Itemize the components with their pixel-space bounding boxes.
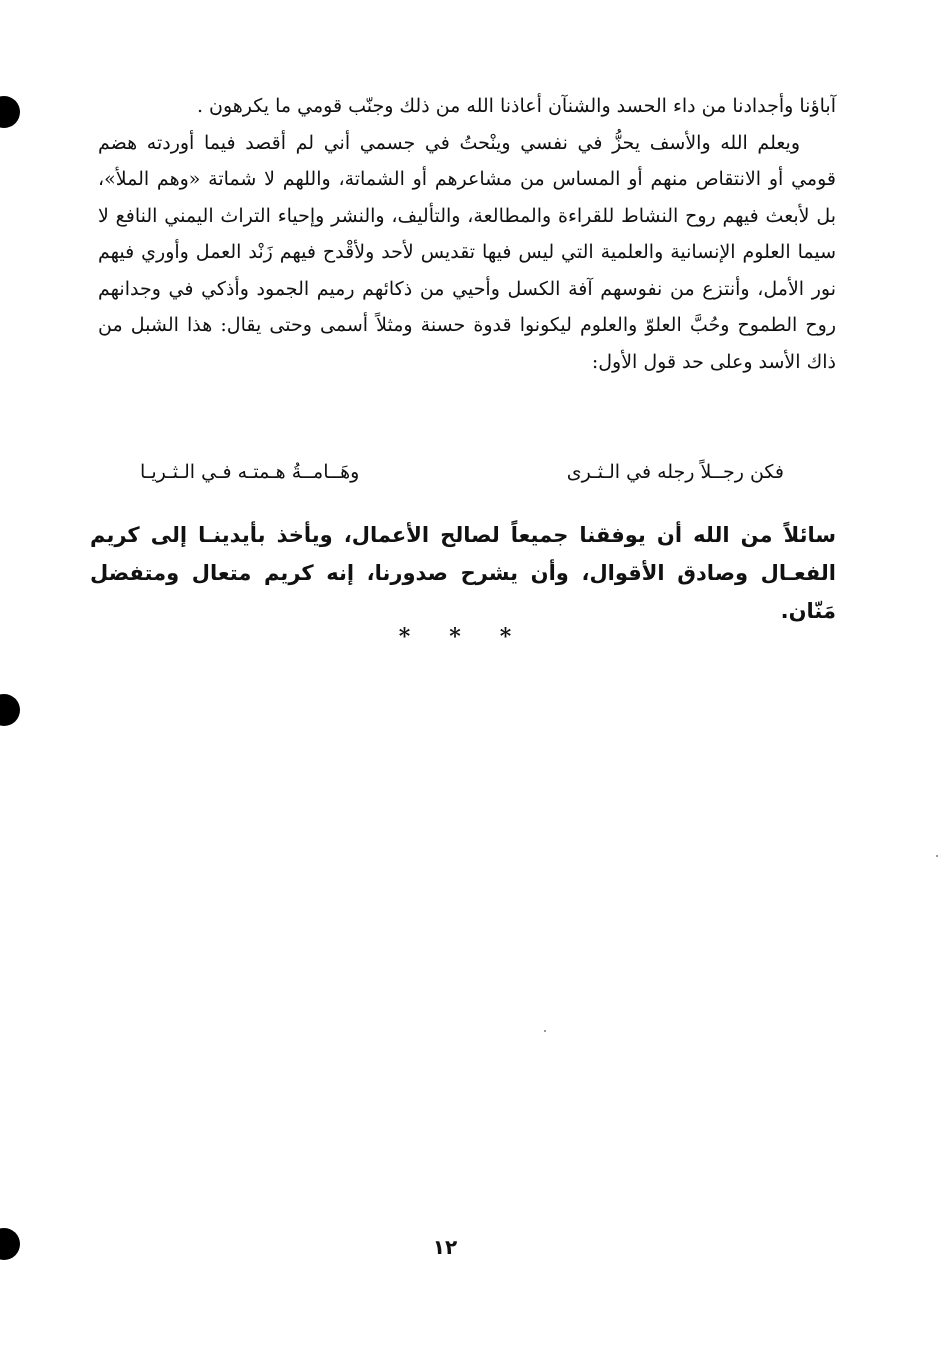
- poetry-verse: [140, 452, 784, 492]
- asterisk-glyph: *: [398, 624, 411, 650]
- asterisk-glyph: *: [449, 624, 461, 650]
- scan-speck: [936, 855, 938, 857]
- section-separator: [0, 624, 910, 650]
- asterisk-glyph: *: [499, 624, 512, 650]
- scan-speck: [544, 1030, 546, 1032]
- binder-hole-mark: [0, 694, 20, 726]
- paragraph-continuation: آباؤنا وأجدادنا من داء الحسد والشنآن أعاذنا الله من ذلك وجنّب قومي ما يكرهون .: [196, 95, 836, 117]
- page-number: ١٢: [432, 1235, 458, 1259]
- binder-hole-mark: [0, 96, 20, 128]
- verse-second-hemistich: وهَــامــةُ هـمتـه فـي الـثـريـا: [140, 461, 360, 483]
- verse-first-hemistich: فكن رجــلاً رجله في الـثـرى: [566, 461, 784, 483]
- closing-prayer: [90, 516, 836, 630]
- paragraph: ويعلم الله والأسف يحزُّ في نفسي وينْحتُ في جسمي أني لم أقصد فيما أوردته هضم قومي أو الانتقاص منهم أو المساس من مشاعرهم أو الشماتة، واللهم لا شماتة «وهم الملأ»، بل لأبعث فيهم روح النشاط للقراءة والمطالعة، والتأليف، والنشر وإحياء التراث اليمني النافع لا سيما العلوم الإنسانية والعلمية التي ليس فيها تقديس لأحد ولأقْدح فيهم زَنْد العمل وأوري فيهم نور الأمل، وأنتزع من نفوسهم آفة الكسل وأحيي من ذكائهم رميم الجمود وأذكي في وجدانهم روح الطموح وحُبَّ العلوّ والعلوم ليكونوا قدوة حسنة ومثلاً أسمى وحتى يقال: هذا الشبل من ذاك الأسد وعلى حد قول الأول:: [98, 131, 836, 373]
- closing-text: سائلاً من الله أن يوفقنا جميعاً لصالح الأعمال، ويأخذ بأيدينـا إلى كريم الفعـال وصادق الأقوال، وأن يشرح صدورنا، إنه كريم متعال ومتفضل مَنّان.: [90, 523, 836, 623]
- body-text: [98, 88, 836, 380]
